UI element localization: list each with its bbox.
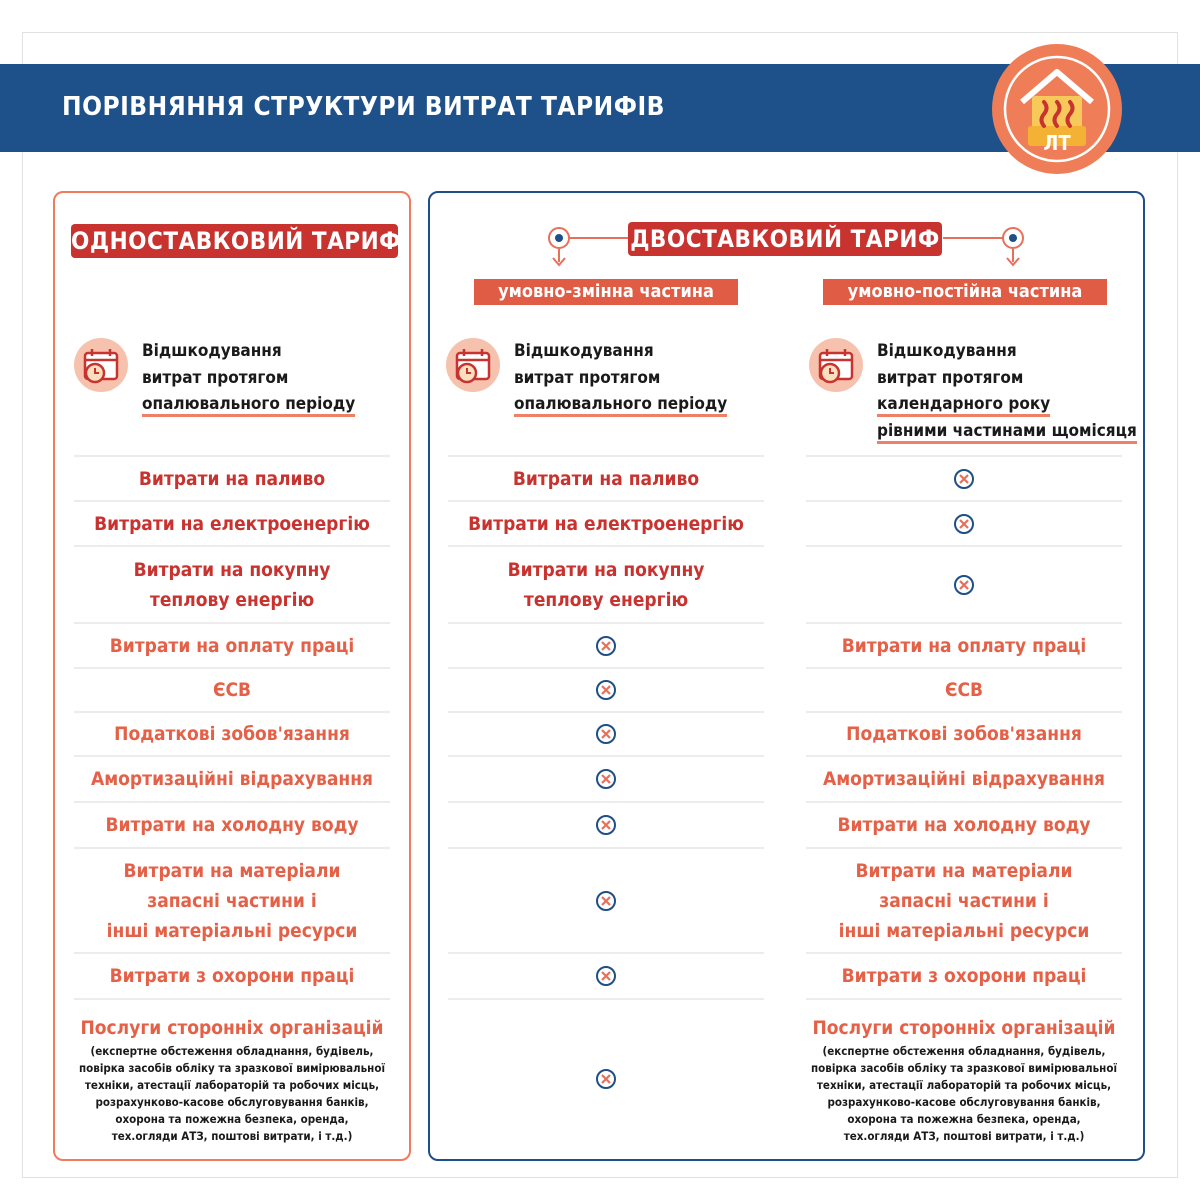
cost-item [213, 675, 251, 705]
table-row [448, 998, 764, 1158]
cost-item-text: Витрати на матеріали [855, 859, 1073, 882]
fixed-intro-line: Відшкодування [877, 341, 1017, 361]
table-row [74, 998, 390, 1158]
left-intro-line: опалювального періоду [142, 394, 355, 417]
variable-intro-line: витрат протягом [514, 367, 661, 388]
table-row [806, 455, 1122, 500]
cost-item-note: розрахунково-касове обслуговування банків, [95, 1095, 369, 1109]
table-row [806, 667, 1122, 711]
cost-item-note: техніки, атестації лабораторій та робочих місць, [816, 1078, 1112, 1092]
table-row [448, 545, 764, 622]
cost-item-text: Витрати на оплату праці [841, 634, 1087, 657]
connector-line-right [943, 237, 1003, 239]
excluded-x-icon [953, 468, 975, 490]
table-row [806, 801, 1122, 847]
table-row [74, 711, 390, 755]
table-row [74, 500, 390, 545]
calendar-clock-icon [808, 337, 864, 393]
table-row [448, 952, 764, 998]
table-row [74, 952, 390, 998]
cost-item [107, 856, 358, 946]
arrow-down-marker-left [546, 226, 572, 270]
cost-item-note: повірка засобів обліку та зразкової вимірювальної [811, 1061, 1117, 1075]
page-title: ПОРІВНЯННЯ СТРУКТУРИ ВИТРАТ ТАРИФІВ [62, 92, 665, 122]
logo [992, 44, 1122, 174]
table-row [806, 755, 1122, 801]
table-row [74, 545, 390, 622]
cost-item [114, 719, 350, 749]
cost-item-text: Витрати на покупну [133, 558, 331, 581]
excluded-x-icon [595, 814, 617, 836]
cost-item-text: Податкові зобов'язання [846, 723, 1082, 745]
table-row [806, 998, 1122, 1158]
cost-item [468, 509, 744, 539]
cost-item-text: інші матеріальні ресурси [106, 919, 358, 942]
excluded-x-icon [953, 513, 975, 535]
cost-item-text: теплову енергію [523, 588, 689, 611]
table-row [74, 667, 390, 711]
cost-item-text: запасні частини і [147, 889, 317, 912]
cost-item-text: Витрати на покупну [507, 558, 705, 581]
table-row [74, 455, 390, 500]
cost-item [823, 764, 1105, 794]
cost-item [139, 464, 325, 494]
excluded-x-icon [595, 1068, 617, 1090]
table-row [806, 545, 1122, 622]
cost-item-text: теплову енергію [149, 588, 315, 611]
table-row [74, 801, 390, 847]
variable-intro-line: опалювального періоду [514, 394, 727, 417]
cost-item [839, 856, 1090, 946]
cost-item [513, 464, 699, 494]
table-row [806, 952, 1122, 998]
cost-item-note: розрахунково-касове обслуговування банків, [827, 1095, 1101, 1109]
cost-item [842, 631, 1087, 661]
cost-item-text: Послуги сторонніх організацій [80, 1017, 384, 1039]
excluded-x-icon [595, 635, 617, 657]
table-row [74, 755, 390, 801]
table-row [806, 622, 1122, 667]
cost-item [508, 555, 705, 615]
arrow-down-marker-right [1000, 226, 1026, 270]
cost-item [846, 719, 1082, 749]
table-row [448, 711, 764, 755]
table-row [74, 622, 390, 667]
cost-item-note: (експертне обстеження обладнання, будівель, [90, 1044, 374, 1058]
cost-item-text: Витрати на паливо [138, 467, 326, 490]
variable-intro [514, 338, 727, 418]
cost-item-text: Амортизаційні відрахування [90, 768, 373, 790]
table-row [448, 667, 764, 711]
cost-item-text: Витрати на електроенергію [468, 512, 744, 535]
variable-part-title: умовно-змінна частина [474, 279, 738, 305]
table-row [448, 755, 764, 801]
cost-item-note: техніки, атестації лабораторій та робочих місць, [84, 1078, 380, 1092]
table-row [448, 847, 764, 952]
cost-item [94, 509, 370, 539]
cost-item-text: Витрати на матеріали [123, 859, 341, 882]
cost-item-text: ЄСВ [212, 679, 252, 701]
cost-item-text: Амортизаційні відрахування [822, 768, 1105, 790]
calendar-clock-icon [445, 337, 501, 393]
cost-item-note: тех.огляди АТЗ, поштові витрати, і т.д.) [111, 1129, 353, 1143]
table-row [448, 622, 764, 667]
excluded-x-icon [595, 965, 617, 987]
cost-item [837, 810, 1090, 840]
excluded-x-icon [595, 768, 617, 790]
fixed-intro [877, 338, 1137, 444]
cost-item-text: Витрати на електроенергію [94, 512, 370, 535]
cost-item [811, 1013, 1117, 1145]
table-row [806, 711, 1122, 755]
table-row [448, 801, 764, 847]
excluded-x-icon [953, 574, 975, 596]
fixed-intro-line: витрат протягом [877, 367, 1024, 388]
cost-item-text: Витрати на холодну воду [837, 814, 1091, 836]
logo-text: ЛТ [1043, 131, 1071, 155]
excluded-x-icon [595, 679, 617, 701]
cost-item-text: Витрати з охорони праці [109, 965, 355, 987]
cost-item-note: (експертне обстеження обладнання, будівель, [822, 1044, 1106, 1058]
cost-item-text: інші матеріальні ресурси [838, 919, 1090, 942]
connector-line-left [570, 237, 628, 239]
left-intro-line: витрат протягом [142, 367, 289, 388]
cost-item-text: Витрати на оплату праці [109, 634, 355, 657]
cost-item-note: охорона та пожежна безпека, оренда, [847, 1112, 1081, 1126]
fixed-part-title: умовно-постійна частина [823, 279, 1107, 305]
excluded-x-icon [595, 723, 617, 745]
cost-item-text: ЄСВ [944, 679, 984, 701]
two-rate-title: ДВОСТАВКОВИЙ ТАРИФ [628, 222, 942, 256]
cost-item-text: Витрати на паливо [512, 467, 700, 490]
cost-item [91, 764, 373, 794]
excluded-x-icon [595, 890, 617, 912]
single-rate-title: ОДНОСТАВКОВИЙ ТАРИФ [71, 224, 398, 258]
cost-item-text: запасні частини і [879, 889, 1049, 912]
left-intro [142, 338, 355, 418]
table-row [806, 500, 1122, 545]
cost-item [105, 810, 358, 840]
cost-item-text: Податкові зобов'язання [114, 723, 350, 745]
calendar-clock-icon [73, 337, 129, 393]
cost-item [79, 1013, 385, 1145]
cost-item [134, 555, 331, 615]
cost-item-text: Послуги сторонніх організацій [812, 1017, 1116, 1039]
cost-item-note: охорона та пожежна безпека, оренда, [115, 1112, 349, 1126]
variable-intro-line: Відшкодування [514, 341, 654, 361]
cost-item [945, 675, 983, 705]
cost-item [110, 961, 355, 991]
table-row [806, 847, 1122, 952]
fixed-intro-line: календарного року [877, 394, 1050, 417]
table-row [448, 500, 764, 545]
left-intro-line: Відшкодування [142, 341, 282, 361]
table-row [74, 847, 390, 952]
cost-item [842, 961, 1087, 991]
cost-item [110, 631, 355, 661]
cost-item-note: тех.огляди АТЗ, поштові витрати, і т.д.) [843, 1129, 1085, 1143]
table-row [448, 455, 764, 500]
cost-item-text: Витрати з охорони праці [841, 965, 1087, 987]
fixed-intro-line: рівними частинами щомісяця [877, 421, 1137, 444]
cost-item-note: повірка засобів обліку та зразкової вимірювальної [79, 1061, 385, 1075]
cost-item-text: Витрати на холодну воду [105, 814, 359, 836]
